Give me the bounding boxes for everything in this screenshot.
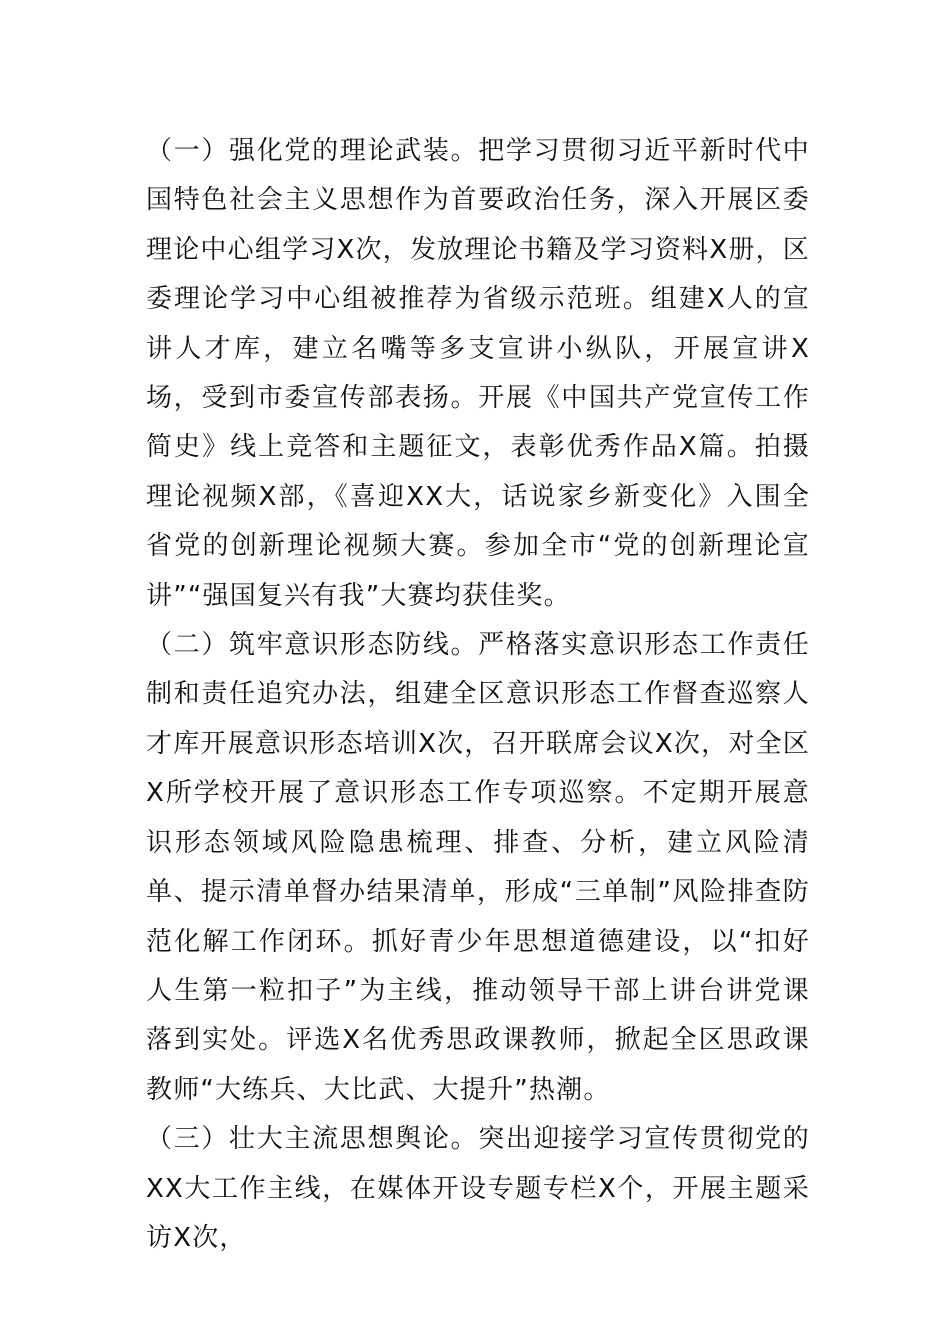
document-body <box>146 127 810 1263</box>
paragraph-mainstream-opinion: （三）壮大主流思想舆论。突出迎接学习宣传贯彻党的XX大工作主线，在媒体开设专题专栏X个，开展主题采访X次， <box>146 1124 810 1253</box>
paragraph-theory-armament: （一）强化党的理论武装。把学习贯彻习近平新时代中国特色社会主义思想作为首要政治任务，深入开展区委理论中心组学习X次，发放理论书籍及学习资料X册，区委理论学习中心组被推荐为省级示范班。组建X人的宣讲人才库，建立名嘴等多支宣讲小纵队，开展宣讲X场，受到市委宣传部表扬。开展《中国共产党宣传工作简史》线上竞答和主题征文，表彰优秀作品X篇。拍摄理论视频X部，《喜迎XX大，话说家乡新变化》入围全省党的创新理论视频大赛。参加全市“党的创新理论宣讲”“强国复兴有我”大赛均获佳奖。 <box>146 136 810 611</box>
paragraph-ideology-defense: （二）筑牢意识形态防线。严格落实意识形态工作责任制和责任追究办法，组建全区意识形态工作督查巡察人才库开展意识形态培训X次，召开联席会议X次，对全区X所学校开展了意识形态工作专项巡察。不定期开展意识形态领域风险隐患梳理、排查、分析，建立风险清单、提示清单督办结果清单，形成“三单制”风险排查防范化解工作闭环。抓好青少年思想道德建设，以“扣好人生第一粒扣子”为主线，推动领导干部上讲台讲党课落到实处。评选X名优秀思政课教师，掀起全区思政课教师“大练兵、大比武、大提升”热潮。 <box>146 630 810 1105</box>
